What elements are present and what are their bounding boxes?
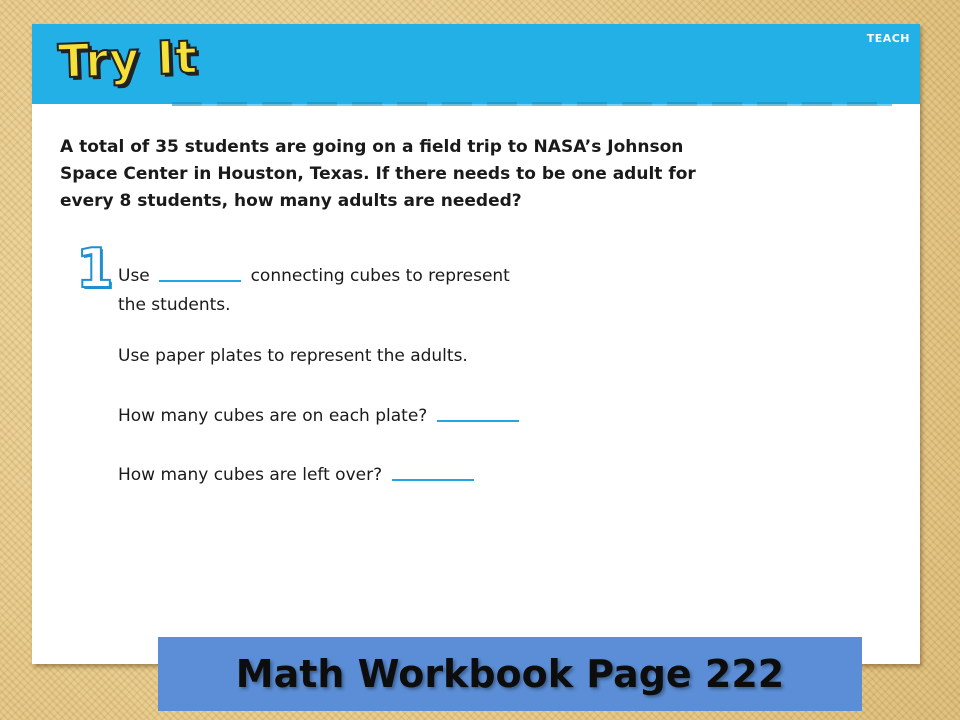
question-1 <box>118 406 523 426</box>
step-line-1-prefix: Use <box>118 266 150 286</box>
step-line-3: Use paper plates to represent the adults. <box>118 346 468 366</box>
teach-tag: TEACH <box>866 32 910 45</box>
try-it-title: Try It <box>57 29 200 89</box>
question-2-text: How many cubes are left over? <box>118 465 383 485</box>
banner-edge-decoration <box>172 102 892 106</box>
step-number: 1 <box>76 237 114 300</box>
step-line-1 <box>118 266 510 286</box>
step-line-1-suffix: connecting cubes to represent <box>250 266 510 286</box>
answer-blank-left-over[interactable] <box>392 478 474 481</box>
step-line-2: the students. <box>118 295 231 315</box>
question-2 <box>118 465 478 485</box>
workbook-page <box>32 24 920 664</box>
problem-statement: A total of 35 students are going on a field trip to NASA’s Johnson Space Center in Houston, Texas. If there needs to be one adult for every 8 students, how many adults are needed? <box>60 137 696 211</box>
workbook-page-label: Math Workbook Page 222 <box>235 652 785 696</box>
question-1-text: How many cubes are on each plate? <box>118 406 428 426</box>
try-it-banner <box>32 24 920 104</box>
answer-blank-cubes[interactable] <box>159 279 241 282</box>
answer-blank-each-plate[interactable] <box>437 419 519 422</box>
workbook-page-caption <box>158 637 862 711</box>
